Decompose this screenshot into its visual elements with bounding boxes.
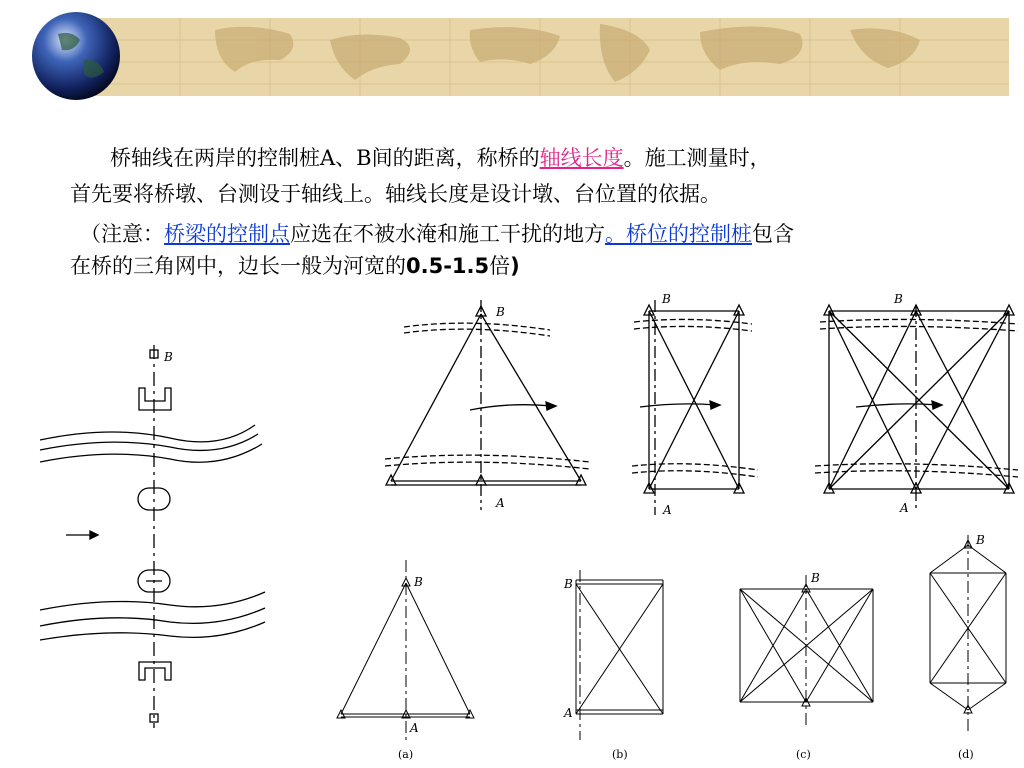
top-diagram-a [385, 300, 590, 510]
label-b-top-c: B [894, 292, 903, 306]
top-diagram-b [632, 300, 758, 515]
caption-d: (d) [958, 748, 974, 761]
paragraph-2-open-paren: （注意： [80, 222, 164, 246]
label-a-top-c: A [900, 501, 909, 515]
paragraph-1-text-b: 。施工测量时， [623, 146, 771, 170]
triangulation-figure [0, 280, 1024, 768]
label-b-top-b: B [662, 292, 671, 306]
globe-icon [32, 12, 120, 100]
paragraph-2-line-2 [70, 256, 520, 277]
river-width-ratio: 0.5-1.5 [406, 254, 490, 278]
caption-a: (a) [398, 748, 414, 761]
label-a-bottom-b: A [564, 706, 573, 720]
caption-b: (b) [612, 748, 628, 761]
paragraph-2-line-2-suffix: 倍 [489, 254, 511, 278]
label-b-bottom-a: B [414, 575, 423, 589]
paragraph-1-line-2: 首先要将桥墩、台测设于轴线上。轴线长度是设计墩、台位置的依据。 [70, 182, 721, 206]
label-b-bottom-b: B [564, 577, 573, 591]
label-b-top-a: B [496, 305, 505, 319]
paragraph-1-text-a: 桥轴线在两岸的控制桩A、B间的距离，称桥的 [110, 146, 540, 170]
bottom-diagram-c [740, 575, 873, 725]
bottom-diagram-d [930, 535, 1006, 735]
header-banner [0, 0, 1024, 100]
bottom-diagram-a [337, 560, 474, 740]
label-a-top-a: A [496, 496, 505, 510]
paragraph-2-text-b: 包含 [752, 222, 794, 246]
label-b-plan: B [164, 350, 173, 364]
link-axis-length[interactable]: 轴线长度 [539, 146, 624, 170]
label-a-bottom-a: A [410, 721, 419, 735]
paragraph-2-text-a: 应选在不被水淹和施工干扰的地方 [290, 222, 605, 246]
label-a-top-b: A [663, 503, 672, 517]
top-diagram-c [815, 305, 1018, 510]
bridge-axis-plan [40, 345, 265, 728]
paragraph-2-close-paren: ) [510, 254, 520, 278]
link-bridge-control-points[interactable]: 桥梁的控制点 [164, 222, 290, 246]
flow-arrow-icon [90, 531, 98, 539]
label-b-bottom-d: B [976, 533, 985, 547]
bottom-diagram-b [576, 570, 663, 740]
paragraph-2-line-1 [80, 224, 794, 245]
paragraph-2-line-2-text: 在桥的三角网中，边长一般为河宽的 [70, 254, 406, 278]
caption-c: (c) [796, 748, 811, 761]
paragraph-1-line-1 [110, 148, 771, 169]
label-b-bottom-c: B [811, 571, 820, 585]
link-bridge-control-piles[interactable]: 。桥位的控制桩 [605, 222, 752, 246]
